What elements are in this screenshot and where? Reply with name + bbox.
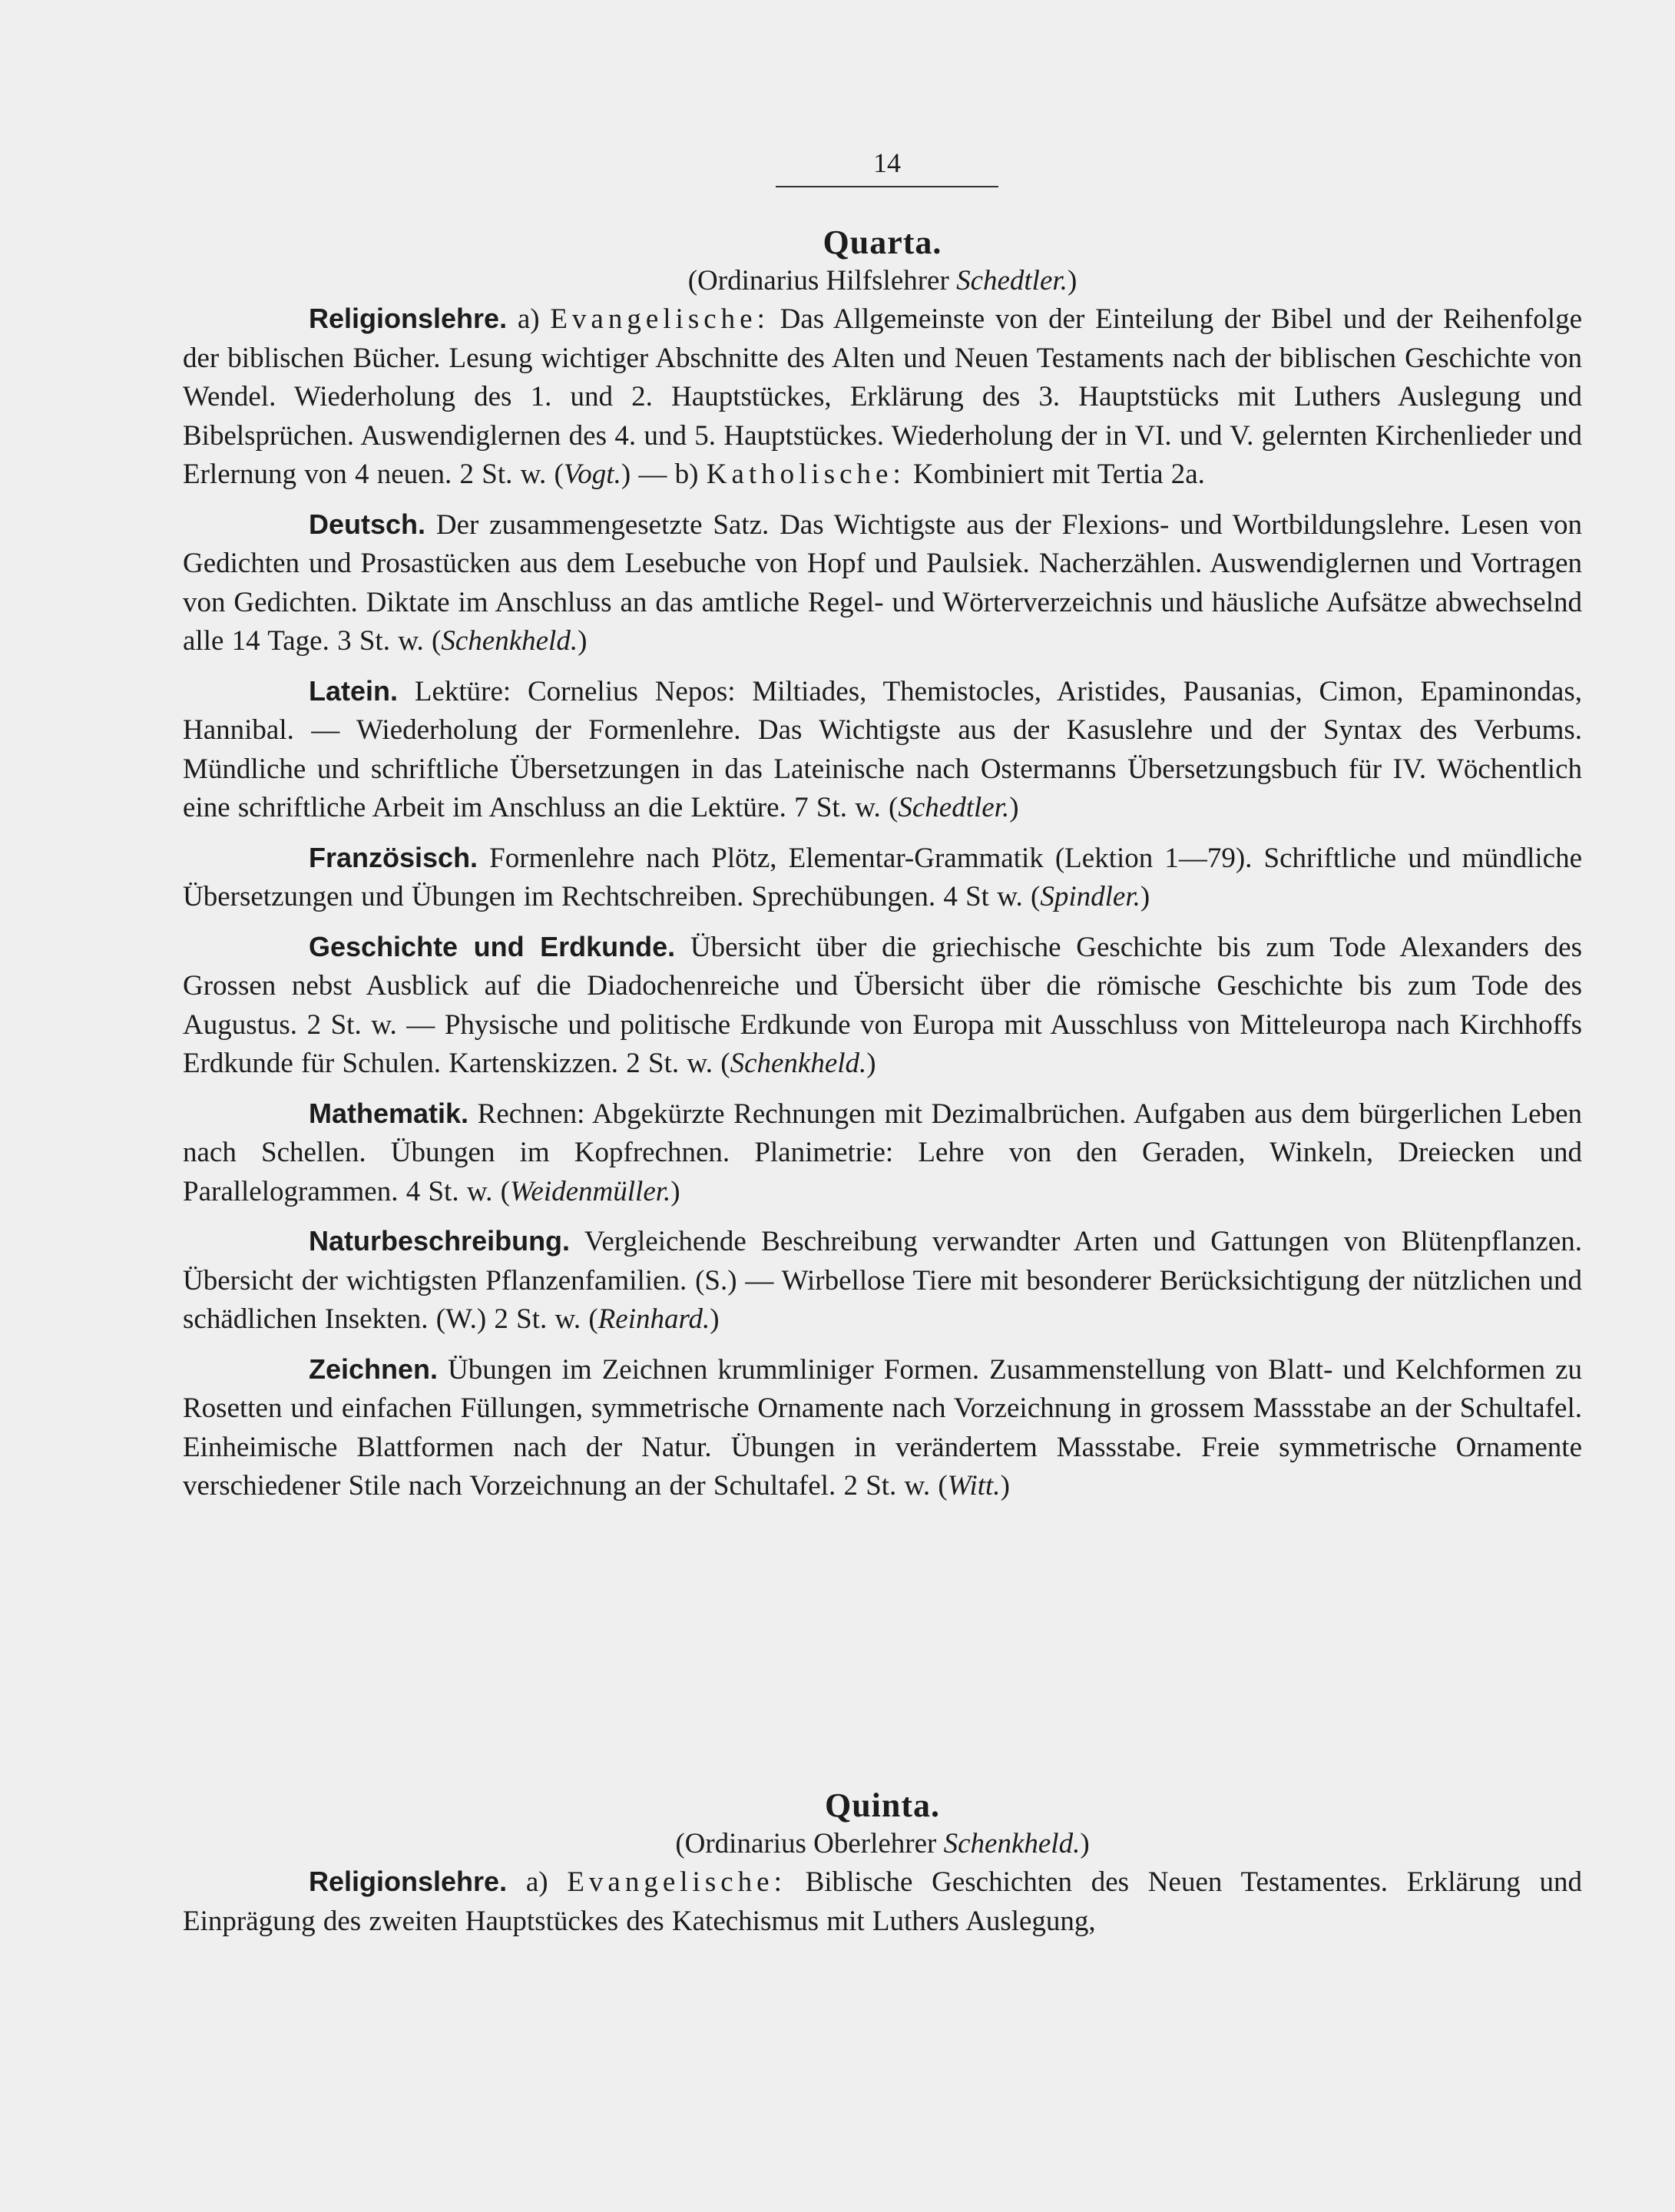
item-label: a) xyxy=(525,1866,568,1898)
paragraph-text: Das Allgemeinste von der Einteilung der Bibel und der Reihenfolge der biblischen Bücher. Lesung wichtiger Abschnitte des Alten und Neuen Testaments nach der biblischen Geschichte von Wendel. Wiederholung des 1. und 2. Hauptstückes, Erklärung des 3. Hauptstücks mit Luthers Auslegung und Bibelsprüchen. Auswendiglernen des 4. und 5. Hauptstückes. Wiederholung der in VI. und V. gelernten Kirchenlieder und Erlernung von 4 neuen. 2 St. w. ( xyxy=(183,303,1582,490)
paragraph-text: Lektüre: Cornelius Nepos: Miltiades, Themistocles, Aristides, Pausanias, Cimon, Epaminondas, Hannibal. — Wiederholung der Formenlehre. Das Wichtigste aus der Kasuslehre und der Syntax des Verbums. Mündliche und schriftliche Übersetzungen in das Lateinische nach Ostermanns Übersetzungsbuch für IV. Wöchentlich eine schriftliche Arbeit im Anschluss an die Lektüre. 7 St. w. ( xyxy=(183,675,1582,823)
ordinarius-name: Schedtler. xyxy=(956,265,1068,296)
paragraph-text: ) xyxy=(866,1048,876,1079)
paragraph-naturbeschreibung xyxy=(183,1222,1582,1339)
paragraph-text: ) xyxy=(670,1175,680,1207)
ordinarius-suffix: ) xyxy=(1067,265,1077,296)
paragraph-geschichte xyxy=(183,928,1582,1084)
paragraph-text: Formenlehre nach Plötz, Elementar-Grammatik (Lektion 1—79). Schriftliche und mündliche Übersetzungen und Übungen im Rechtschreiben. Sprechübungen. 4 St w. ( xyxy=(183,842,1582,912)
subject-heading: Mathematik. xyxy=(309,1097,469,1129)
subject-heading: Französisch. xyxy=(309,841,478,873)
subject-heading: Geschichte und Erdkunde. xyxy=(309,930,676,962)
subject-heading: Deutsch. xyxy=(309,508,426,540)
paragraph-text: ) xyxy=(578,625,588,657)
paragraph-text: ) xyxy=(1009,792,1019,823)
ordinarius-quarta xyxy=(183,263,1582,300)
item-label: a) xyxy=(517,303,551,335)
teacher-name: Weidenmüller. xyxy=(509,1175,671,1207)
paragraph-mathematik xyxy=(183,1094,1582,1212)
teacher-name: Schenkheld. xyxy=(730,1048,867,1079)
paragraph-deutsch xyxy=(183,505,1582,661)
paragraph-text: ) xyxy=(710,1303,720,1335)
ordinarius-prefix: (Ordinarius Oberlehrer xyxy=(675,1828,944,1859)
paragraph-text: Der zusammengesetzte Satz. Das Wichtigste aus der Flexions- und Wortbildungslehre. Lesen von Gedichten und Prosastücken aus dem Lesebuche von Hopf und Paulsiek. Nacherzählen. Auswendiglernen und Vortragen von Gedichten. Diktate im Anschluss an das amtliche Regel- und Wörterverzeichnis und häusliche Aufsätze abwechselnd alle 14 Tage. 3 St. w. ( xyxy=(183,508,1582,657)
section-title-quinta: Quinta. xyxy=(824,1786,941,1824)
paragraph-text: Vergleichende Beschreibung verwandter Arten und Gattungen von Blütenpflanzen. Übersicht der wichtigsten Pflanzenfamilien. (S.) — Wirbellose Tiere mit besonderer Berücksichtigung der nützlichen und schädlichen Insekten. (W.) 2 St. w. ( xyxy=(183,1226,1582,1335)
section-quarta xyxy=(183,223,1582,1517)
subject-heading: Religionslehre. xyxy=(309,1866,508,1897)
header-rule xyxy=(776,186,998,187)
teacher-name: Spindler. xyxy=(1040,881,1140,912)
paragraph-religionslehre-quinta xyxy=(183,1863,1582,1941)
spaced-term: Katholische: xyxy=(706,459,905,490)
ordinarius-suffix: ) xyxy=(1080,1828,1090,1859)
paragraph-zeichnen xyxy=(183,1350,1582,1506)
paragraph-franzoesisch xyxy=(183,839,1582,917)
teacher-name: Witt. xyxy=(947,1470,1001,1502)
subject-heading: Religionslehre. xyxy=(309,303,508,334)
paragraph-text: ) — b) xyxy=(621,459,707,490)
subject-heading: Naturbeschreibung. xyxy=(309,1225,571,1257)
paragraph-text: Übersicht über die griechische Geschichte bis zum Tode Alexanders des Grossen nebst Ausblick auf die Diadochenreiche und Übersicht über die römische Geschichte bis zum Tode des Augustus. 2 St. w. — Physische und politische Erdkunde von Europa mit Ausschluss von Mitteleuropa nach Kirchhoffs Erdkunde für Schulen. Kartenskizzen. 2 St. w. ( xyxy=(183,931,1582,1079)
teacher-name: Vogt. xyxy=(563,459,621,490)
teacher-name: Schedtler. xyxy=(898,792,1010,823)
teacher-name: Schenkheld. xyxy=(441,625,578,657)
page-number: 14 xyxy=(873,147,901,178)
ordinarius-quinta xyxy=(183,1826,1582,1863)
section-title-quarta: Quarta. xyxy=(823,224,942,261)
subject-heading: Zeichnen. xyxy=(309,1353,439,1385)
paragraph-text: Kombiniert mit Tertia 2a. xyxy=(905,459,1205,490)
paragraph-text: ) xyxy=(1000,1470,1010,1502)
teacher-name: Reinhard. xyxy=(598,1303,710,1335)
spaced-term: Evangelische: xyxy=(567,1866,786,1898)
paragraph-text: ) xyxy=(1140,881,1150,912)
spaced-term: Evangelische: xyxy=(550,303,770,335)
paragraph-text: Biblische Geschichten des Neuen Testamentes. Erklärung und Einprägung des zweiten Hauptstückes des Katechismus mit Luthers Auslegung, xyxy=(183,1866,1582,1937)
ordinarius-prefix: (Ordinarius Hilfslehrer xyxy=(687,265,957,296)
paragraph-religionslehre xyxy=(183,300,1582,495)
section-quinta xyxy=(183,1786,1582,1952)
subject-heading: Latein. xyxy=(309,674,399,707)
paragraph-text: Rechnen: Abgekürzte Rechnungen mit Dezimalbrüchen. Aufgaben aus dem bürgerlichen Leben nach Schellen. Übungen im Kopfrechnen. Planimetrie: Lehre von den Geraden, Winkeln, Dreiecken und Parallelogrammen. 4 St. w. ( xyxy=(183,1098,1582,1207)
ordinarius-name: Schenkheld. xyxy=(943,1828,1081,1859)
paragraph-text: Übungen im Zeichnen krummliniger Formen. Zusammenstellung von Blatt- und Kelchformen zu Rosetten und einfachen Füllungen, symmetrische Ornamente nach Vorzeichnung in grossem Massstabe an der Schultafel. Einheimische Blattformen nach der Natur. Übungen in verändertem Massstabe. Freie symmetrische Ornamente verschiedener Stile nach Vorzeichnung an der Schultafel. 2 St. w. ( xyxy=(183,1353,1582,1502)
paragraph-latein xyxy=(183,672,1582,828)
